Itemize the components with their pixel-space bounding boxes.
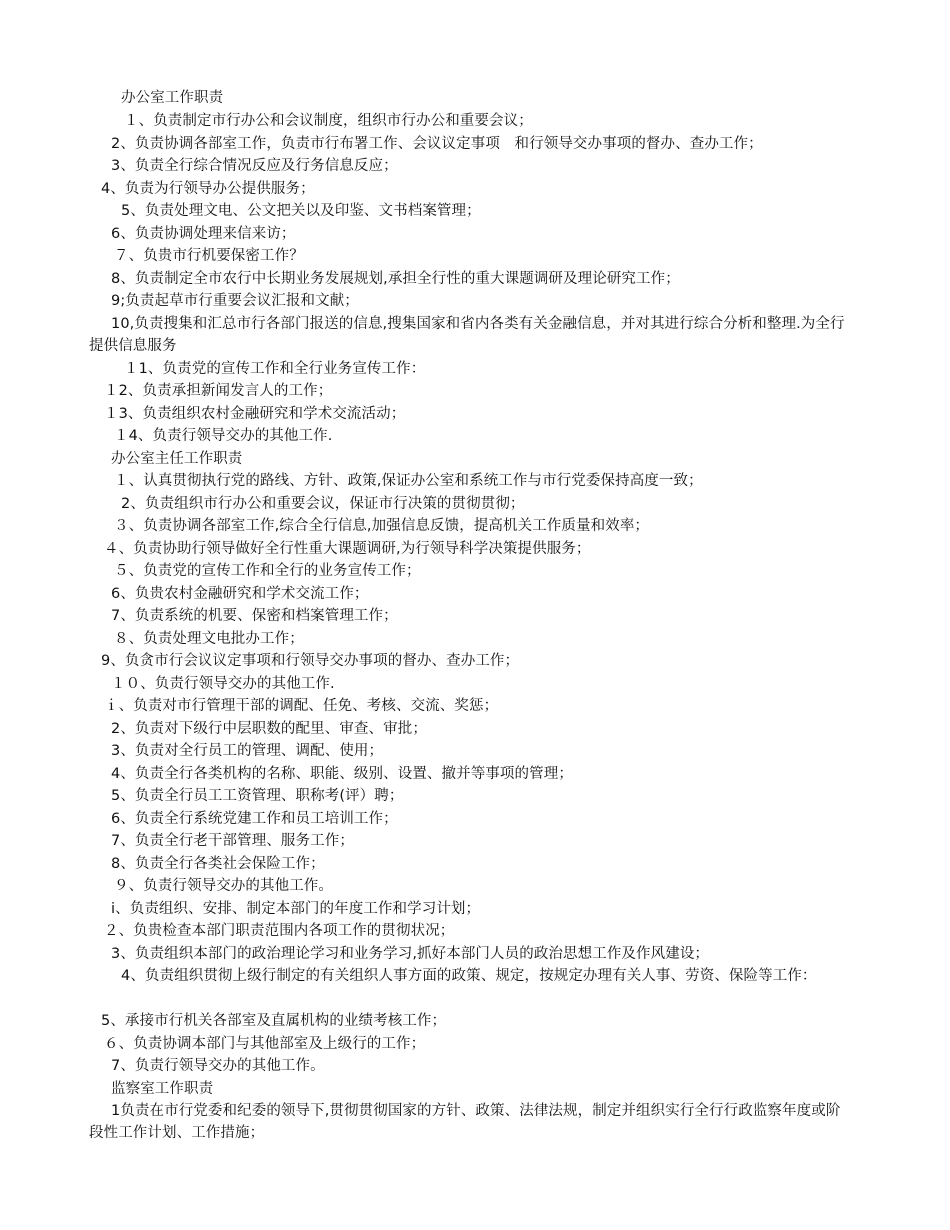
text-line: ４、负责协助行领导做好全行性重大课题调研,为行领导科学决策提供服务； bbox=[104, 541, 591, 557]
text-line: ３、负责协调各部室工作,综合全行信息,加强信息反馈，提高机关工作质量和效率； bbox=[114, 518, 650, 534]
text-line: 3、负责对全行员工的管理、调配、使用； bbox=[111, 743, 384, 759]
text-line: i、负责组织、安排、制定本部门的年度工作和学习计划； bbox=[111, 901, 481, 917]
text-line: １、负责制定市行办公和会议制度，组织市行办公和重要会议； bbox=[124, 113, 533, 129]
text-line: 4、负责为行领导办公提供服务； bbox=[101, 181, 315, 197]
text-line: 4、负责全行各类机构的名称、职能、级别、设置、撤并等事项的管理； bbox=[111, 766, 573, 782]
text-line: ９、负责行领导交办的其他工作。 bbox=[114, 878, 333, 894]
heading-office-duties: 办公室工作职责 bbox=[121, 90, 224, 106]
text-line: ２、负贵检查本部门职责范围内各项工作的贯彻状况； bbox=[104, 923, 455, 939]
text-line: １2、负责承担新闻发言人的工作； bbox=[104, 383, 333, 399]
text-line: ｉ、负责对市行管理干部的调配、任免、考核、交流、奖惩； bbox=[104, 698, 499, 714]
text-line: 2、负责协调各部室工作，负责市行布署工作、会议议定事项 和行领导交办事项的督办、查办工作； bbox=[111, 136, 763, 152]
text-line: 3、负责全行综合情况反应及行务信息反应； bbox=[111, 158, 398, 174]
text-line: １、认真贯彻执行党的路线、方针、政策,保证办公室和系统工作与市行党委保持高度一致； bbox=[114, 473, 703, 489]
text-line: 2、负责对下级行中层职数的配里、审查、审批； bbox=[111, 721, 427, 737]
text-line: 6、负责协调处理来信来访； bbox=[111, 226, 296, 242]
text-line: 2、负责组织市行办公和重要会议，保证市行决策的贯彻贯彻； bbox=[121, 496, 525, 512]
text-line: 5、负责处理文电、公文把关以及印鉴、文书档案管理； bbox=[121, 203, 481, 219]
text-paragraph: 10,负责搜集和汇总市行各部门报送的信息,搜集国家和省内各类有关金融信息，并对其进行综合分析和整理.为全行提供信息服务 bbox=[89, 316, 845, 354]
text-line: １０、负责行领导交办的其他工作. bbox=[111, 676, 335, 692]
heading-director-duties: 办公室主任工作职责 bbox=[111, 451, 243, 467]
text-line: 7、负责全行老干部管理、服务工作； bbox=[111, 833, 354, 849]
text-line: ８、负责处理文电批办工作； bbox=[114, 631, 304, 647]
text-line: ６、负责协调本部门与其他部室及上级行的工作； bbox=[104, 1036, 426, 1052]
text-line: 7、负责系统的机要、保密和档案管理工作； bbox=[111, 608, 398, 624]
text-line: 5、承接市行机关各部室及直属机构的业绩考核工作； bbox=[101, 1013, 447, 1029]
text-line: 8、负责制定全市农行中长期业务发展规划,承担全行性的重大课题调研及理论研究工作； bbox=[111, 271, 680, 287]
heading-supervision-duties: 监察室工作职责 bbox=[111, 1081, 214, 1097]
text-line: ７、负贵市行机要保密工作？ bbox=[114, 248, 304, 264]
text-line: 9;负责起草市行重要会议汇报和文献； bbox=[111, 293, 359, 309]
text-line: １3、负责组织农村金融研究和学术交流活动； bbox=[104, 406, 406, 422]
text-line: １4、负责行领导交办的其他工作. bbox=[114, 428, 333, 444]
text-line: ５、负责党的宣传工作和全行的业务宣传工作； bbox=[114, 563, 421, 579]
text-line: 6、负贵农村金融研究和学术交流工作； bbox=[111, 586, 369, 602]
text-paragraph: 1负责在市行党委和纪委的领导下,贯彻贯彻国家的方针、政策、法律法规，制定并组织实行全行行政监察年度或阶段性工作计划、工作措施； bbox=[89, 1103, 841, 1141]
text-line: 3、负责组织本部门的政治理论学习和业务学习,抓好本部门人员的政治思想工作及作风建设； bbox=[111, 946, 710, 962]
text-line: 5、负责全行员工工资管理、职称考(评）聘； bbox=[111, 788, 404, 804]
text-line: 8、负责全行各类社会保险工作； bbox=[111, 856, 325, 872]
text-line: 7、负责行领导交办的其他工作。 bbox=[111, 1058, 325, 1074]
text-line: 9、负贪市行会议议定事项和行领导交办事项的督办、查办工作； bbox=[101, 653, 520, 669]
text-line: 6、负责全行系统党建工作和员工培训工作； bbox=[111, 811, 398, 827]
text-paragraph: 4、负责组织贯彻上级行制定的有关组织人事方面的政策、规定，按规定办理有关人事、劳资、保险等工作： bbox=[121, 968, 817, 984]
text-line: １1、负责党的宣传工作和全行业务宣传工作： bbox=[124, 361, 426, 377]
